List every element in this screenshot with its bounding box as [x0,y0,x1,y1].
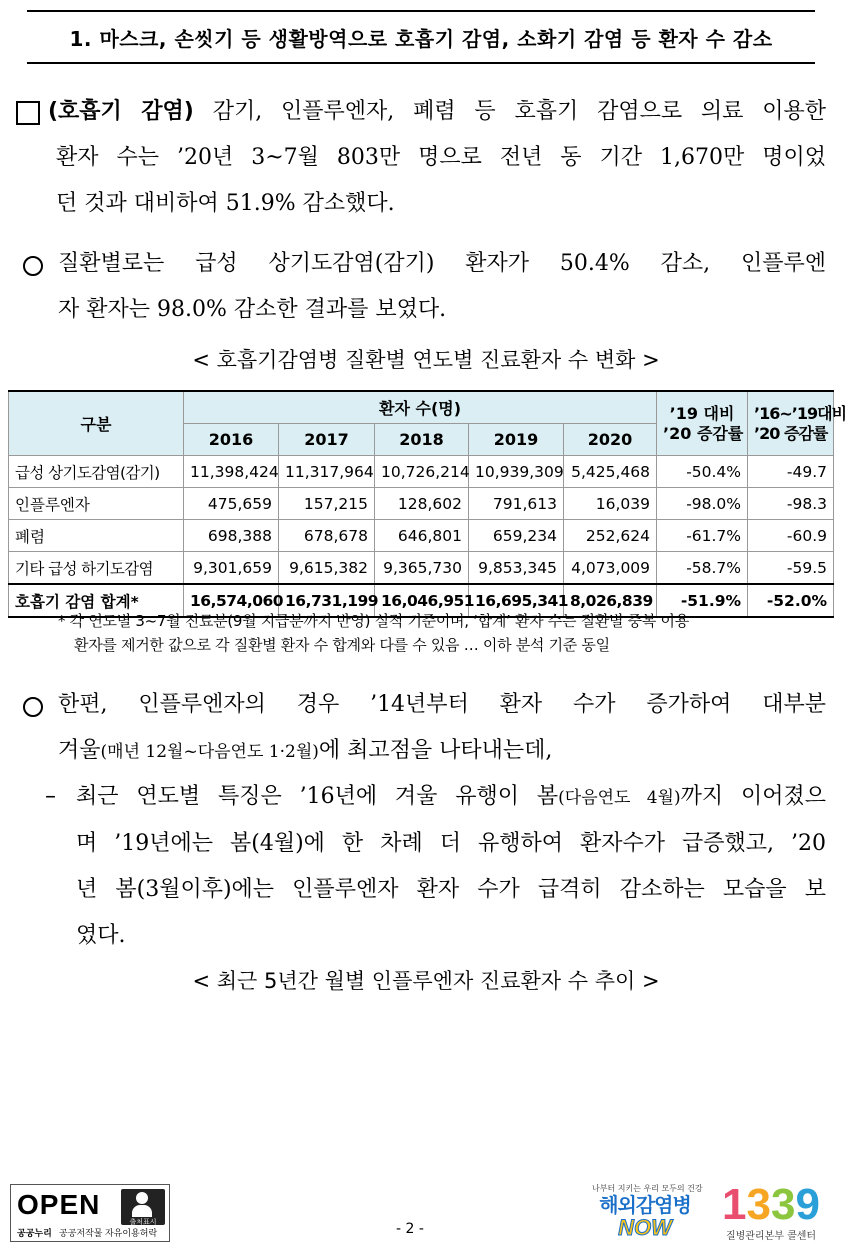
logo-1339-digits: 1339 [722,1180,820,1229]
header-year: 2018 [375,424,469,456]
cell-value: 252,624 [564,520,657,552]
header-category: 구분 [9,391,184,456]
section-title: 1. 마스크, 손씻기 등 생활방역으로 호흡기 감염, 소화기 감염 등 환자 수 감소 [27,10,815,64]
total-value: 16,046,951 [375,584,469,617]
page-number: - 2 - [396,1221,424,1237]
cell-value: 678,678 [279,520,375,552]
header-patients: 환자 수(명) [184,391,657,424]
p2-line2: 자 환자는 98.0% 감소한 결과를 보였다. [58,297,447,322]
cell-cmp2: -98.3 [748,488,834,520]
open-sub: 공공누리 [17,1228,52,1238]
total-value: 16,574,060 [184,584,279,617]
row-label: 폐렴 [9,520,184,552]
kcdc-1339-logo: 1339 질병관리본부 콜센터 [712,1183,830,1245]
cell-value: 646,801 [375,520,469,552]
p3-line2: 겨울(매년 12월~다음연도 1·2월)에 최고점을 나타내는데, [58,738,553,763]
cell-cmp1: -98.0% [657,488,748,520]
cell-value: 9,365,730 [375,552,469,585]
circle-bullet-icon [23,256,43,276]
total-value: 16,695,341 [469,584,564,617]
cell-value: 16,039 [564,488,657,520]
paragraph-respiratory [48,89,826,227]
p4-line4: 였다. [76,923,126,948]
p4-line2: 며 ’19년에는 봄(4월)에 한 차례 더 유행하여 환자수가 급증했고, ’20 [76,831,826,856]
square-bullet-icon [16,101,40,125]
header-year: 2019 [469,424,564,456]
p1-bold-lead: (호흡기 감염) [48,99,194,124]
cell-cmp1: -58.7% [657,552,748,585]
row-label: 인플루엔자 [9,488,184,520]
p1-line1: (호흡기 감염) 감기, 인플루엔자, 폐렴 등 호흡기 감염으로 의료 이용한 [48,99,827,124]
total-value: 16,731,199 [279,584,375,617]
total-cmp1: -51.9% [657,584,748,617]
p3-line1: 한편, 인플루엔자의 경우 ’14년부터 환자 수가 증가하여 대부분 [58,692,826,717]
cell-value: 128,602 [375,488,469,520]
cell-value: 791,613 [469,488,564,520]
attribution-icon: 출처표시 [121,1189,165,1225]
circle-bullet-icon [23,697,43,717]
table-caption: < 호흡기감염병 질환별 연도별 진료환자 수 변화 > [192,348,660,372]
paragraph-yearly-trend [76,774,826,959]
total-label: 호흡기 감염 합계* [9,584,184,617]
cell-value: 157,215 [279,488,375,520]
total-cmp2: -52.0% [748,584,834,617]
open-text: OPEN [17,1189,101,1220]
cell-value: 10,726,214 [375,456,469,488]
header-year: 2020 [564,424,657,456]
table-header-row-1 [9,391,834,424]
p4-line3: 년 봄(3월이후)에는 인플루엔자 환자 수가 급격히 감소하는 모습을 보 [76,877,826,902]
cell-value: 4,073,009 [564,552,657,585]
header-year: 2017 [279,424,375,456]
cell-cmp2: -49.7 [748,456,834,488]
dash-bullet: – [45,784,56,809]
cell-value: 698,388 [184,520,279,552]
chart-caption: < 최근 5년간 월별 인플루엔자 진료환자 수 추이 > [192,969,660,993]
open-license-badge [10,1184,170,1242]
cell-value: 9,853,345 [469,552,564,585]
cell-value: 475,659 [184,488,279,520]
table-row [9,520,834,552]
overseas-infection-now-logo: 나부터 지키는 우리 모두의 건강 해외감염병 NOW [592,1184,703,1240]
row-label: 기타 급성 하기도감염 [9,552,184,585]
cell-value: 11,317,964 [279,456,375,488]
cell-value: 9,615,382 [279,552,375,585]
total-value: 8,026,839 [564,584,657,617]
table-note [58,609,828,657]
p4-line1: 최근 연도별 특징은 ’16년에 겨울 유행이 봄(다음연도 4월)까지 이어졌으 [76,784,826,809]
cell-value: 659,234 [469,520,564,552]
row-label: 급성 상기도감염(감기) [9,456,184,488]
paragraph-influenza [58,682,826,775]
header-cmp1: ’19 대비 ’20 증감률 [657,391,748,456]
note-line1: * 각 연도별 3~7월 진료분(9월 지급분까지 반영) 실적 기준이며, ‘합계’ 환자 수는 질환별 중복 이용 [58,612,689,630]
cell-value: 10,939,309 [469,456,564,488]
p1-line2: 환자 수는 ’20년 3~7월 803만 명으로 전년 동 기간 1,670만 명이었 [56,145,826,170]
cell-value: 5,425,468 [564,456,657,488]
header-cmp2: ’16~’19대비 ’20 증감률 [748,391,834,456]
open-sub2: 공공저작물 자유이용허락 [59,1228,158,1238]
p1-line3: 던 것과 대비하여 51.9% 감소했다. [56,191,395,216]
paragraph-by-disease [58,241,826,333]
header-year: 2016 [184,424,279,456]
cell-value: 11,398,424 [184,456,279,488]
table-row [9,552,834,585]
cell-cmp2: -59.5 [748,552,834,585]
cell-cmp1: -50.4% [657,456,748,488]
table-row [9,488,834,520]
note-line2: 환자를 제거한 값으로 각 질환별 환자 수 합계와 다를 수 있음 … 이하 분석 기준 동일 [74,636,610,654]
cell-cmp1: -61.7% [657,520,748,552]
cell-cmp2: -60.9 [748,520,834,552]
cell-value: 9,301,659 [184,552,279,585]
p2-line1: 질환별로는 급성 상기도감염(감기) 환자가 50.4% 감소, 인플루엔 [58,251,826,276]
respiratory-patients-table [8,390,847,618]
table-row [9,456,834,488]
